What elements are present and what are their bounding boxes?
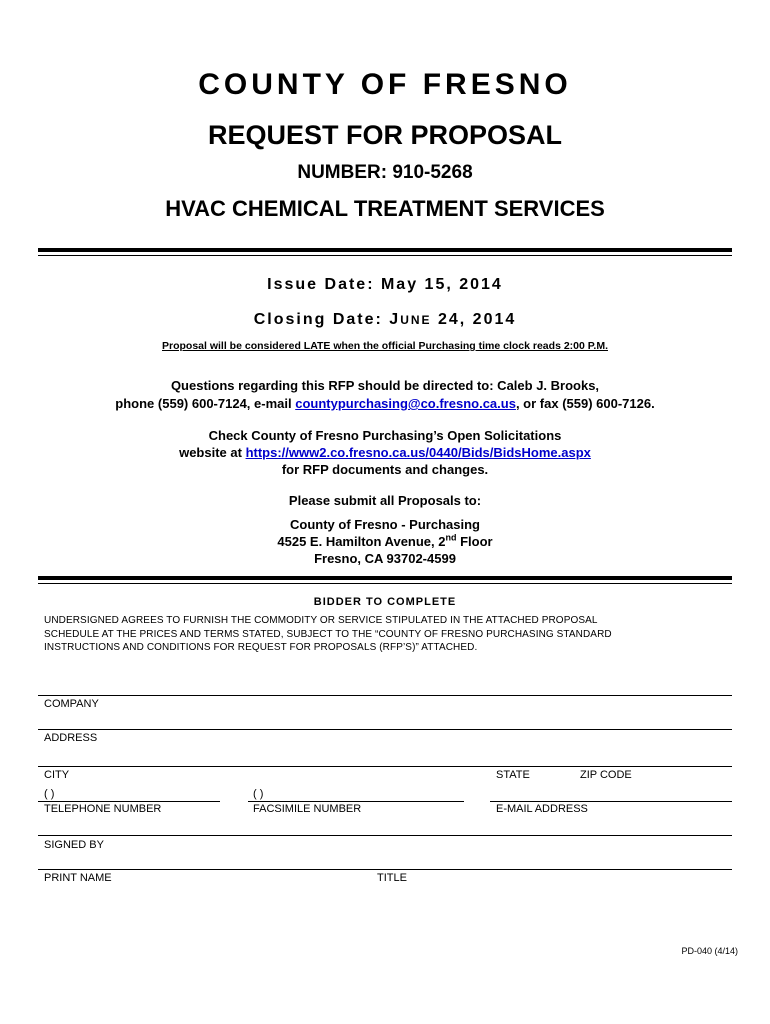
submit-address-2-suffix: Floor: [456, 534, 493, 549]
email-label: E-MAIL ADDRESS: [496, 803, 588, 815]
header-divider-thick: [38, 248, 732, 252]
solicitations-line-1: Check County of Fresno Purchasing’s Open Solicitations: [208, 428, 562, 443]
signed-by-label: SIGNED BY: [44, 839, 104, 851]
submit-address-2-sup: nd: [445, 532, 457, 543]
telephone-line[interactable]: [38, 801, 220, 802]
bidder-divider-thick: [38, 576, 732, 580]
submit-heading: Please submit all Proposals to:: [288, 493, 482, 508]
bidder-statement-line-3: INSTRUCTIONS AND CONDITIONS FOR REQUEST FOR PROPOSALS (RFP’S)” ATTACHED.: [44, 642, 478, 653]
city-label: CITY: [44, 769, 70, 781]
state-label: STATE: [496, 769, 530, 781]
bidder-statement-line-2: SCHEDULE AT THE PRICES AND TERMS STATED, SUBJECT TO THE “COUNTY OF FRESNO PURCHASING STANDARD: [44, 628, 612, 640]
contact-line-1: Questions regarding this RFP should be directed to: Caleb J. Brooks,: [170, 378, 600, 393]
header-divider-thin: [38, 255, 732, 256]
bidder-heading: BIDDER TO COMPLETE: [313, 596, 457, 608]
rfp-number: NUMBER: 910-5268: [297, 162, 473, 183]
submit-address-2-prefix: 4525 E. Hamilton Avenue, 2: [277, 534, 446, 549]
facsimile-label: FACSIMILE NUMBER: [253, 803, 362, 815]
bidder-statement: [44, 614, 734, 655]
zip-label: ZIP CODE: [580, 769, 632, 781]
solicitations-prefix: website at: [179, 445, 246, 460]
form-id: PD-040 (4/14): [681, 946, 738, 956]
print-name-line[interactable]: [38, 869, 732, 870]
issue-date: Issue Date: May 15, 2014: [267, 276, 503, 293]
address-label: ADDRESS: [44, 732, 98, 744]
county-title: COUNTY OF FRESNO: [198, 68, 572, 101]
contact-phone-text: phone (559) 600-7124, e-mail: [115, 396, 296, 411]
contact-line-2: [0, 396, 770, 411]
submit-address-2: [0, 534, 770, 549]
signed-by-line[interactable]: [38, 835, 732, 836]
solicitations-line-3: for RFP documents and changes.: [281, 462, 489, 477]
contact-fax-text: , or fax (559) 600-7126.: [515, 396, 655, 411]
late-notice: Proposal will be considered LATE when the official Purchasing time clock reads 2:00 P.M.: [162, 340, 608, 352]
telephone-label: TELEPHONE NUMBER: [44, 803, 162, 815]
title-label: TITLE: [377, 872, 407, 884]
submit-address-1: County of Fresno - Purchasing: [290, 517, 480, 532]
solicitations-line-2: [0, 445, 770, 460]
bidder-divider-thin: [38, 583, 732, 584]
closing-date-prefix: Closing Date: J: [253, 311, 401, 328]
solicitations-url-link[interactable]: https://www2.co.fresno.ca.us/0440/Bids/BidsHome.aspx: [245, 445, 591, 460]
fax-area-code: ( ): [253, 788, 264, 800]
facsimile-line[interactable]: [248, 801, 464, 802]
closing-date-month-smallcaps: UNE: [400, 313, 432, 327]
bidder-statement-line-1: UNDERSIGNED AGREES TO FURNISH THE COMMODITY OR SERVICE STIPULATED IN THE ATTACHED PROPOSAL: [44, 615, 598, 626]
email-line[interactable]: [490, 801, 732, 802]
contact-email-link[interactable]: countypurchasing@co.fresno.ca.us: [295, 396, 516, 411]
rfp-subject: HVAC CHEMICAL TREATMENT SERVICES: [165, 196, 605, 221]
doc-type-title: REQUEST FOR PROPOSAL: [207, 120, 563, 150]
company-line[interactable]: [38, 695, 732, 696]
phone-area-code: ( ): [44, 788, 55, 800]
company-label: COMPANY: [44, 698, 99, 710]
address-line[interactable]: [38, 729, 732, 730]
submit-address-3: Fresno, CA 93702-4599: [314, 551, 456, 566]
print-name-label: PRINT NAME: [44, 872, 112, 884]
closing-date: [0, 311, 770, 329]
closing-date-suffix: 24, 2014: [431, 311, 517, 328]
city-line[interactable]: [38, 766, 732, 767]
